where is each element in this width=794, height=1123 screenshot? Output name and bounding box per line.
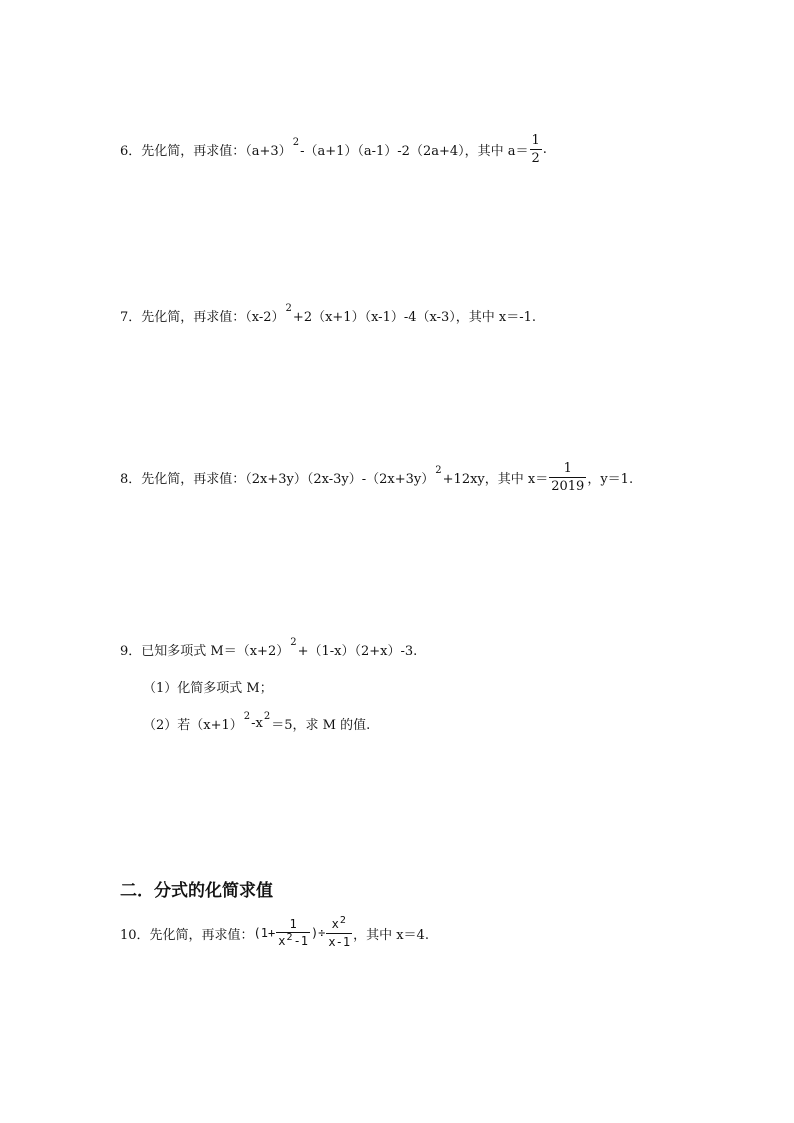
q8-fraction — [549, 462, 586, 493]
q6-exponent: 2 — [292, 137, 300, 148]
q10-fraction-1 — [276, 918, 310, 948]
q6-fraction-denominator: 2 — [531, 151, 540, 166]
q10-paren-close: )÷ — [310, 926, 326, 940]
q10-fraction-1-numerator: 1 — [289, 917, 297, 931]
q8-exponent: 2 — [435, 465, 442, 476]
question-9 — [120, 637, 418, 659]
q10-f1-den-rest: -1 — [293, 934, 308, 948]
q6-suffix: . — [542, 142, 547, 157]
q7-suffix: +2（x+1）（x-1）-4（x-3），其中 x＝-1. — [292, 310, 537, 325]
q10-suffix: ，其中 x＝4. — [353, 927, 429, 943]
q9-part1-text: （1）化简多项式 M； — [143, 681, 273, 696]
q10-fraction-2-denominator: x-1 — [328, 935, 351, 949]
q8-suffix: ，y＝1. — [587, 472, 634, 487]
q10-prefix: 10．先化简，再求值： — [120, 927, 254, 943]
q6-prefix: 6．先化简，再求值：（a+3） — [120, 144, 292, 159]
q6-fraction-numerator: 1 — [531, 133, 540, 148]
q10-f2-num-base: x — [331, 917, 339, 931]
q9-part2-exponent-2: 2 — [263, 711, 271, 722]
q9-part2-mid: -x — [251, 716, 263, 731]
q10-f1-den-exponent: 2 — [286, 932, 293, 943]
q8-fraction-denominator: 2019 — [551, 479, 585, 494]
question-10 — [120, 915, 429, 949]
q9-part2-prefix: （2）若（x+1） — [143, 718, 243, 733]
question-8 — [120, 462, 633, 493]
q10-f1-den-base: x — [278, 934, 286, 948]
q9-part2-exponent-1: 2 — [243, 711, 251, 722]
q9-exponent: 2 — [290, 637, 297, 648]
q10-fraction-1-denominator — [276, 932, 310, 948]
section-heading: 二．分式的化简求值 — [120, 881, 273, 901]
q7-exponent: 2 — [285, 303, 292, 314]
q7-prefix: 7．先化简，再求值：（x-2） — [120, 310, 285, 325]
q8-middle: +12xy，其中 x＝ — [442, 472, 549, 487]
q9-prefix: 9．已知多项式 M＝（x+2） — [120, 644, 290, 659]
q10-paren-open: (1+ — [253, 926, 276, 940]
question-9-part-1 — [143, 677, 273, 696]
question-7 — [120, 303, 537, 325]
q10-fraction-2-numerator — [330, 915, 349, 933]
question-6 — [120, 134, 547, 165]
q9-suffix: +（1-x）（2+x）-3. — [297, 644, 418, 659]
q6-middle: -（a+1）（a-1）-2（2a+4），其中 a＝ — [300, 144, 529, 159]
q8-prefix: 8．先化简，再求值：（2x+3y）（2x-3y）-（2x+3y） — [120, 472, 435, 487]
question-9-part-2 — [143, 711, 371, 733]
q9-part2-suffix: ＝5，求 M 的值. — [271, 718, 371, 733]
q10-f2-num-exponent: 2 — [339, 915, 346, 926]
q6-fraction — [530, 134, 542, 165]
q8-fraction-numerator: 1 — [563, 461, 572, 476]
q10-fraction-2 — [326, 915, 352, 949]
